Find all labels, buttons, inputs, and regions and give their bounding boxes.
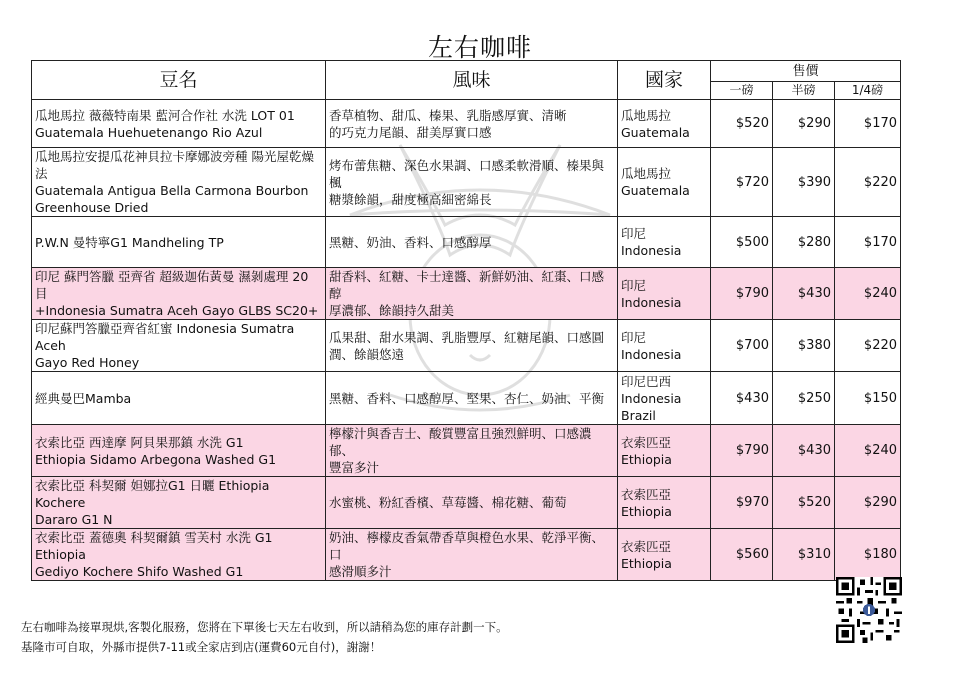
flavor-notes-line: 潤、餘韻悠遠 [329,346,405,362]
origin-country-line: Indonesia [621,390,682,406]
price-cell: $220 [835,148,901,217]
flavor-notes-line: 黑糖、香料、口感醇厚、堅果、杏仁、奶油、平衡 [329,390,605,406]
table-row [32,477,901,529]
bean-name-line: 瓜地馬拉安提瓜花神貝拉卡摩娜波旁種 陽光屋乾燥法 [35,149,314,181]
flavor-notes-line: 糖漿餘韻，甜度極高細密綿長 [329,191,492,207]
table-row [32,529,901,581]
bean-name [32,148,326,217]
flavor-notes [326,217,618,268]
price-cell: $280 [773,217,835,268]
bean-name-line: Guatemala Huehuetenango Rio Azul [35,124,263,140]
price-cell: $290 [835,477,901,529]
table-row [32,320,901,372]
page-title: 左右咖啡 [427,33,532,62]
bean-name-line: 衣索比亞 科契爾 妲娜拉G1 日曬 Ethiopia Kochere [35,478,270,510]
flavor-notes-line: 瓜果甜、甜水果調、乳脂豐厚、紅糖尾韻、口感圓 [329,329,605,345]
origin-country-line: Ethiopia [621,503,672,519]
coffee-menu-table [31,60,901,581]
origin-country-line: 印尼 Indonesia [621,226,682,258]
flavor-notes-line: 的巧克力尾韻、甜美厚實口感 [329,124,492,140]
price-cell: $520 [711,100,773,148]
flavor-notes-line: 黑糖、奶油、香料、口感醇厚 [329,234,492,250]
flavor-notes-line: 厚濃郁、餘韻持久甜美 [329,303,455,318]
bean-name-line: 經典曼巴Mamba [35,390,132,406]
bean-name-line: Guatemala Antigua Bella Carmona Bourbon [35,183,309,198]
price-cell: $430 [711,372,773,425]
bean-name [32,425,326,477]
flavor-notes-line: 水蜜桃、粉紅香檳、草莓醬、棉花糖、葡萄 [329,495,567,510]
origin-country-line: 衣索匹亞 [621,434,672,450]
bean-name-line: 衣索比亞 西達摩 阿貝果那鎮 水洗 G1 [35,434,244,450]
header-price-unit: 1/4磅 [835,82,901,100]
table-row [32,425,901,477]
bean-name-line: Greenhouse Dried [35,200,149,215]
origin-country [618,372,711,425]
bean-name-line: 瓜地馬拉 薇薇特南果 藍河合作社 水洗 LOT 01 [35,107,295,123]
bean-name-line: +Indonesia Sumatra Aceh Gayo GLBS SC20+ [35,303,319,318]
price-cell: $560 [711,529,773,581]
price-cell: $430 [773,268,835,320]
flavor-notes-line: 檸檬汁與香吉士、酸質豐富且強烈鮮明、口感濃郁、 [329,426,592,458]
table-row [32,100,901,148]
header-flavor: 風味 [326,61,618,100]
origin-country [618,425,711,477]
header-price-unit: 一磅 [711,82,773,100]
footer-line: 基隆市可自取，外縣市提供7-11或全家店到店(運費60元自付)，謝謝！ [21,640,382,654]
bean-name-line: 印尼蘇門答臘亞齊省紅蜜 Indonesia Sumatra Aceh [35,321,295,353]
flavor-notes [326,425,618,477]
bean-name [32,320,326,372]
price-cell: $500 [711,217,773,268]
table-row [32,372,901,425]
price-cell: $310 [773,529,835,581]
bean-name [32,477,326,529]
origin-country [618,268,711,320]
footer-line: 左右咖啡為接單現烘,客製化服務，您將在下單後七天左右收到，所以請稍為您的庫存計劃一下。 [21,620,508,634]
origin-country-line: 衣索匹亞 [621,486,672,502]
origin-country-line: Brazil [621,407,656,423]
qr-code[interactable] [836,577,902,643]
bean-name [32,372,326,425]
flavor-notes [326,320,618,372]
bean-name-line: Dararo G1 N [35,512,113,527]
header-country: 國家 [618,61,711,100]
origin-country [618,100,711,148]
origin-country-line: Ethiopia [621,451,672,467]
origin-country-line: Guatemala [621,183,690,198]
price-cell: $290 [773,100,835,148]
flavor-notes [326,148,618,217]
origin-country-line: 瓜地馬拉 [621,107,672,123]
bean-name [32,268,326,320]
flavor-notes-line: 奶油、檸檬皮香氣帶香草與橙色水果、乾淨平衡、口 [329,530,605,562]
flavor-notes-line: 甜香料、紅糖、卡士達醬、新鮮奶油、紅棗、口感醇 [329,269,605,301]
flavor-notes [326,100,618,148]
origin-country [618,529,711,581]
header-price: 售價 [711,61,901,82]
flavor-notes [326,529,618,581]
bean-name-line: P.W.N 曼特寧G1 Mandheling TP [35,234,224,250]
origin-country-line: 印尼 Indonesia [621,329,682,362]
flavor-notes-line: 烤布蕾焦糖、深色水果調、口感柔軟滑順、榛果與楓 [329,157,605,190]
origin-country-line: Ethiopia [621,555,672,571]
origin-country [618,477,711,529]
bean-name-line: Ethiopia Sidamo Arbegona Washed G1 [35,451,277,467]
origin-country [618,148,711,217]
table-row [32,268,901,320]
table-row [32,148,901,217]
bean-name [32,529,326,581]
origin-country-line: 印尼巴西 [621,373,672,389]
price-cell: $220 [835,320,901,372]
footer-note [21,617,508,657]
price-cell: $170 [835,217,901,268]
origin-country-line: 衣索匹亞 [621,538,672,554]
flavor-notes [326,372,618,425]
origin-country [618,320,711,372]
price-cell: $720 [711,148,773,217]
price-cell: $170 [835,100,901,148]
price-cell: $700 [711,320,773,372]
price-cell: $790 [711,268,773,320]
origin-country [618,217,711,268]
bean-name-line: 印尼 蘇門答臘 亞齊省 超級迦佑黃曼 濕剝處理 20 目 [35,269,309,301]
price-cell: $240 [835,425,901,477]
flavor-notes [326,477,618,529]
header-name: 豆名 [32,61,326,100]
origin-country-line: Guatemala [621,124,690,140]
header-price-unit: 半磅 [773,82,835,100]
price-cell: $250 [773,372,835,425]
price-cell: $790 [711,425,773,477]
price-cell: $520 [773,477,835,529]
price-cell: $240 [835,268,901,320]
bean-name-line: Gediyo Kochere Shifo Washed G1 [35,564,244,579]
bean-name [32,100,326,148]
bean-name-line: Gayo Red Honey [35,355,140,370]
price-cell: $380 [773,320,835,372]
flavor-notes-line: 豐富多汁 [329,460,380,475]
bean-name [32,217,326,268]
price-cell: $970 [711,477,773,529]
price-cell: $180 [835,529,901,581]
bean-name-line: 衣索比亞 蓋德奧 科契爾鎮 雪芙村 水洗 G1 Ethiopia [35,530,273,562]
price-cell: $430 [773,425,835,477]
table-row [32,217,901,268]
flavor-notes-line: 香草植物、甜瓜、榛果、乳脂感厚實、清晰 [329,107,567,123]
flavor-notes-line: 感滑順多汁 [329,564,392,579]
origin-country-line: 印尼 Indonesia [621,277,682,310]
flavor-notes [326,268,618,320]
origin-country-line: 瓜地馬拉 [621,166,672,181]
price-cell: $150 [835,372,901,425]
price-cell: $390 [773,148,835,217]
menu-body [32,100,901,581]
